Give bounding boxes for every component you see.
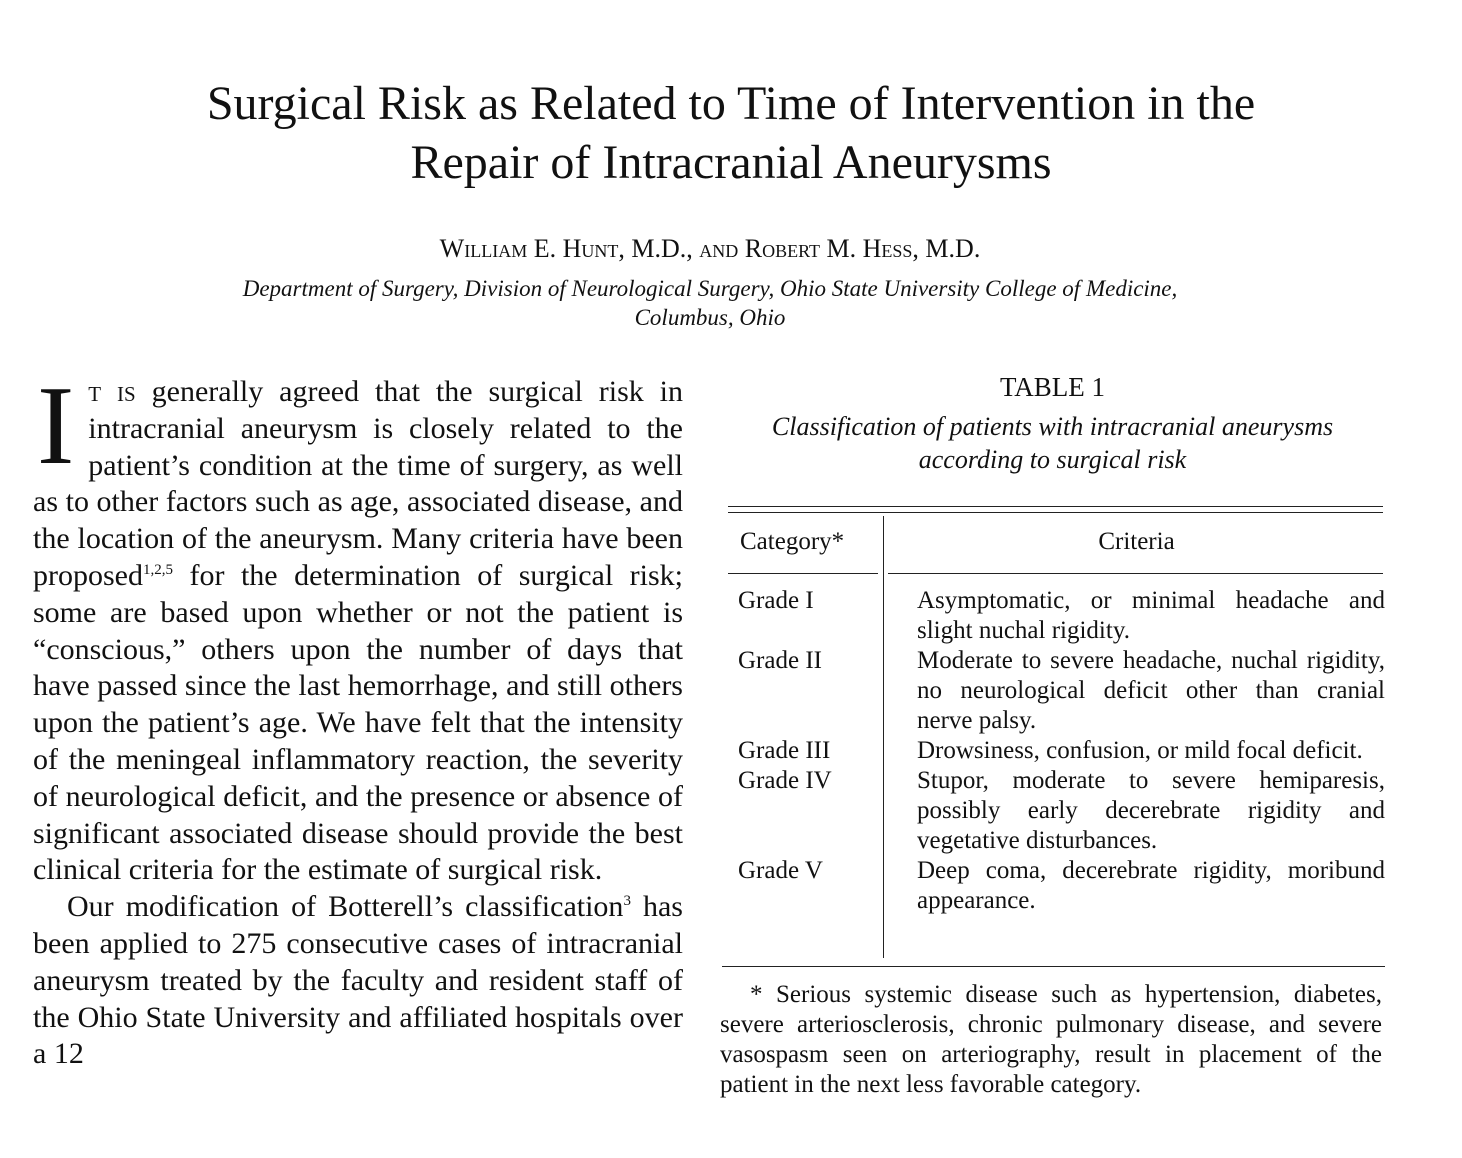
row-category: Grade IV	[738, 767, 832, 794]
affiliation-line-2: Columbus, Ohio	[634, 305, 786, 330]
table-footnote: * Serious systemic disease such as hypertension, diabetes, severe arteriosclerosis, chronic pulmonary disease, and severe vasospasm seen on arteriography, result in placement of the patient in the next less favorable category.	[720, 981, 1382, 1098]
row-criteria: Moderate to severe headache, nuchal rigidity, no neurological deficit other than cranial nerve palsy.	[917, 647, 1385, 734]
lead-smallcaps: t is	[88, 375, 136, 408]
citation-1-2-5: 1,2,5	[142, 561, 173, 578]
row-category: Grade V	[738, 857, 823, 884]
table-bottom-rule	[722, 966, 1385, 967]
row-criteria: Asymptomatic, or minimal headache and slight nuchal rigidity.	[917, 587, 1385, 644]
row-criteria: Stupor, moderate to severe hemiparesis, possibly early decerebrate rigidity and vegetative disturbances.	[917, 767, 1385, 854]
article-title	[40, 74, 1422, 192]
paragraph-2	[33, 889, 683, 1073]
author-and: and	[699, 234, 739, 263]
author-2: Robert M. Hess, M.D.	[744, 234, 981, 263]
row-category: Grade III	[738, 737, 831, 764]
table-1	[720, 370, 1385, 1098]
table-label: TABLE 1	[999, 372, 1106, 402]
affiliation	[60, 274, 1360, 332]
table-row	[720, 766, 1385, 856]
body-text-column	[33, 364, 684, 1073]
paragraph-2-text-b: has been applied to 275 consecutive cases of intracranial aneurysm treated by the faculty and resident staff of the Ohio State University and affiliated hospitals over a 12	[33, 890, 683, 1071]
table-body	[720, 586, 1385, 916]
table-row	[720, 586, 1385, 646]
title-line-1: Surgical Risk as Related to Time of Intervention in the	[206, 77, 1256, 130]
header-category: Category*	[740, 528, 845, 555]
header-rule-right	[888, 573, 1383, 574]
title-line-2: Repair of Intracranial Aneurysms	[410, 136, 1052, 189]
header-rule-left	[728, 573, 878, 574]
paragraph-1-text-b: for the determination of surgical risk; some are based upon whether or not the patient is “conscious,” others upon the number of days that have passed since the last hemorrhage, and still others upon the patient’s age. We have felt that the intensity of the meningeal inflammatory reaction, the severity of neurological deficit, and the presence or absence of significant associated disease should provide the best clinical criteria for the estimate of surgical risk.	[33, 558, 683, 887]
header-criteria: Criteria	[1098, 528, 1175, 555]
paragraph-1-text-a: generally agreed that the surgical risk in intracranial aneurysm is closely related to the patient’s condition at the time of surgery, as well as to other factors such as age, associated disease, and the location of the aneurysm. Many criteria have been proposed	[33, 375, 684, 592]
row-category: Grade I	[738, 587, 814, 614]
paragraph-2-text-a: Our modification of Botterell’s classification	[67, 890, 624, 924]
table-row	[720, 646, 1385, 736]
row-category: Grade II	[738, 647, 822, 674]
citation-3: 3	[623, 893, 631, 910]
row-criteria: Deep coma, decerebrate rigidity, moribund appearance.	[917, 857, 1385, 914]
affiliation-line-1: Department of Surgery, Division of Neurological Surgery, Ohio State University College of Medicine,	[242, 276, 1178, 301]
author-1: William E. Hunt, M.D.,	[439, 234, 693, 263]
paragraph-1	[33, 364, 684, 889]
table-top-rule	[728, 506, 1383, 513]
drop-cap: I	[37, 364, 75, 488]
table-caption: Classification of patients with intracranial aneurysms according to surgical risk	[771, 412, 1334, 474]
table-row	[720, 736, 1385, 766]
table-row	[720, 856, 1385, 916]
row-criteria: Drowsiness, confusion, or mild focal deficit.	[917, 737, 1363, 764]
author-line	[0, 232, 1420, 266]
